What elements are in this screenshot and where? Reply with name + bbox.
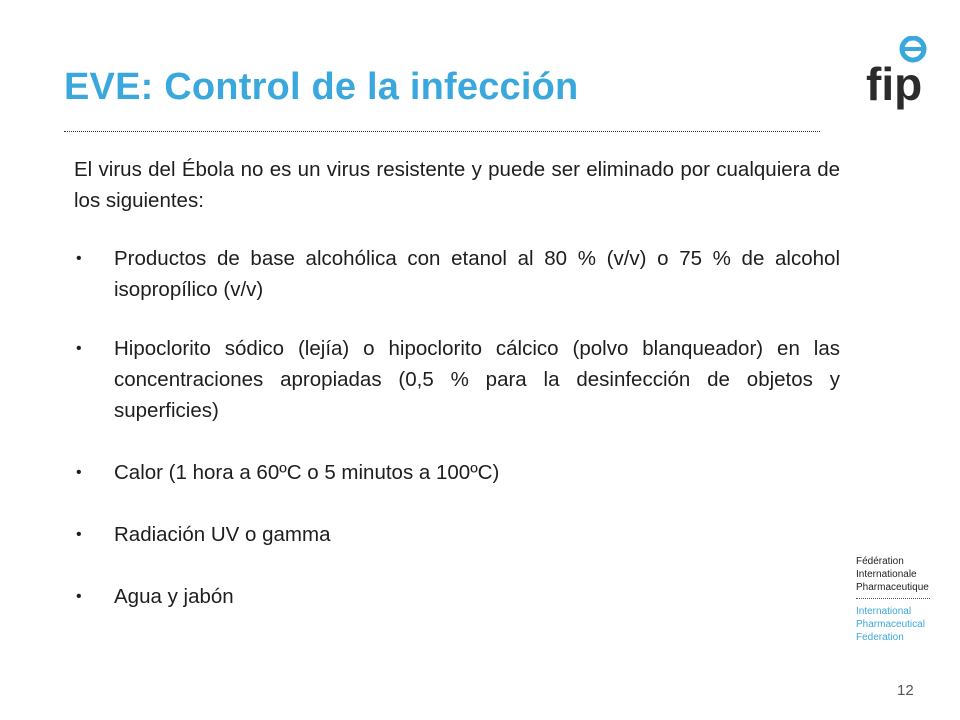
org-name-divider bbox=[856, 598, 930, 599]
list-item bbox=[74, 519, 840, 550]
org-name-en-line: Federation bbox=[856, 632, 904, 643]
bullet-icon: • bbox=[76, 526, 82, 543]
org-name-fr-line: Internationale bbox=[856, 569, 917, 580]
bullet-text: Calor (1 hora a 60ºC o 5 minutos a 100ºC) bbox=[114, 461, 500, 484]
bullet-text: Hipoclorito sódico (lejía) o hipoclorito cálcico (polvo blanqueador) en las concentraciones apropiadas (0,5 % para la desinfección de objetos y superficies) bbox=[114, 337, 840, 422]
bullet-text: Productos de base alcohólica con etanol al 80 % (v/v) o 75 % de alcohol isopropílico (v/v) bbox=[114, 247, 840, 301]
org-name-en-line: Pharmaceutical bbox=[856, 619, 925, 630]
page-number: 12 bbox=[897, 682, 914, 699]
bullet-icon: • bbox=[76, 464, 82, 481]
slide-body bbox=[74, 154, 840, 612]
org-name-en-line: International bbox=[856, 606, 912, 617]
list-item bbox=[74, 333, 840, 426]
fip-logo-mark-icon bbox=[902, 38, 924, 60]
list-item bbox=[74, 243, 840, 305]
org-name-fr-line: Pharmaceutique bbox=[856, 582, 929, 593]
title-divider bbox=[64, 131, 820, 132]
fip-logo-text: fip bbox=[866, 58, 923, 110]
bullet-list bbox=[74, 243, 840, 612]
bullet-icon: • bbox=[76, 250, 82, 267]
organization-name bbox=[856, 555, 936, 644]
slide-title: EVE: Control de la infección bbox=[64, 66, 579, 108]
bullet-text: Radiación UV o gamma bbox=[114, 523, 331, 546]
bullet-icon: • bbox=[76, 588, 82, 605]
org-name-fr-line: Fédération bbox=[856, 556, 904, 567]
fip-logo bbox=[862, 36, 934, 118]
list-item bbox=[74, 581, 840, 612]
bullet-text: Agua y jabón bbox=[114, 585, 234, 608]
bullet-icon: • bbox=[76, 340, 82, 357]
list-item bbox=[74, 457, 840, 488]
intro-text: El virus del Ébola no es un virus resistente y puede ser eliminado por cualquiera de los siguientes: bbox=[74, 158, 840, 212]
